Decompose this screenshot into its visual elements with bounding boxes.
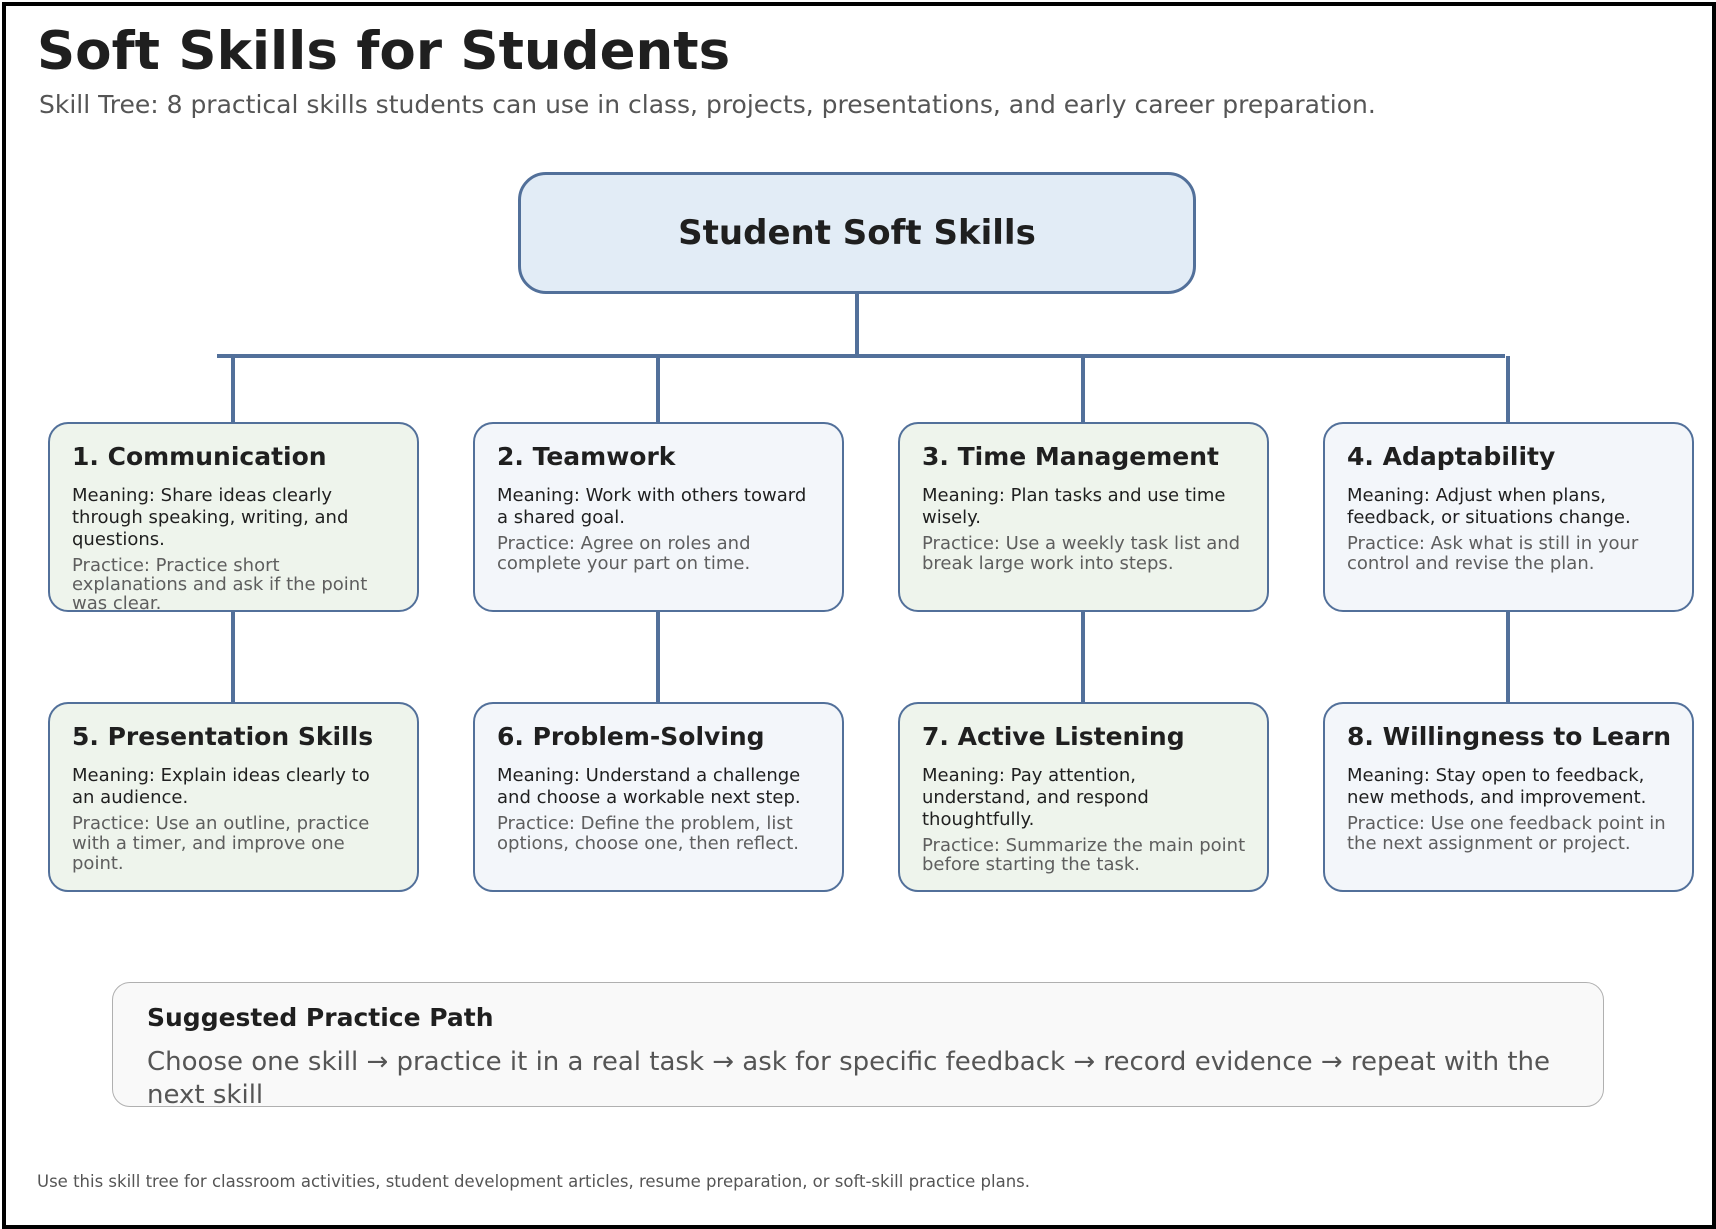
- skill-practice: Practice: Practice short explanations and ask if the point was clear.: [72, 555, 368, 614]
- root-label: Student Soft Skills: [678, 213, 1036, 253]
- page-title: Soft Skills for Students: [37, 21, 731, 82]
- skill-node-problem-solving: [473, 702, 844, 892]
- skill-meaning: Meaning: Work with others toward a shared goal.: [497, 485, 807, 528]
- skill-title: 4. Adaptability: [1347, 442, 1556, 471]
- skill-title: 7. Active Listening: [922, 722, 1185, 751]
- skill-meaning: Meaning: Understand a challenge and choose a workable next step.: [497, 765, 801, 808]
- skill-meaning: Meaning: Adjust when plans, feedback, or situations change.: [1347, 485, 1631, 528]
- root-node: [518, 172, 1196, 294]
- skill-title: 1. Communication: [72, 442, 327, 471]
- skill-title: 2. Teamwork: [497, 442, 676, 471]
- skill-title: 3. Time Management: [922, 442, 1219, 471]
- practice-path-title: Suggested Practice Path: [147, 1003, 494, 1032]
- skill-node-teamwork: [473, 422, 844, 612]
- skill-meaning: Meaning: Pay attention, understand, and respond thoughtfully.: [922, 765, 1149, 830]
- practice-path-box: [112, 982, 1604, 1110]
- skill-meaning: Meaning: Explain ideas clearly to an audience.: [72, 765, 370, 808]
- skill-node-presentation-skills: [48, 702, 419, 892]
- skill-meaning: Meaning: Plan tasks and use time wisely.: [922, 485, 1226, 528]
- footnote: Use this skill tree for classroom activities, student development articles, resume preparation, or soft-skill practice plans.: [37, 1172, 1031, 1191]
- skill-practice: Practice: Define the problem, list options, choose one, then reflect.: [497, 813, 800, 854]
- skill-node-willingness-to-learn: [1323, 702, 1694, 892]
- skill-practice: Practice: Ask what is still in your control and revise the plan.: [1347, 533, 1639, 574]
- skill-practice: Practice: Use an outline, practice with a timer, and improve one point.: [72, 813, 370, 874]
- skill-title: 8. Willingness to Learn: [1347, 722, 1672, 751]
- skill-node-active-listening: [898, 702, 1269, 892]
- practice-path-text: Choose one skill → practice it in a real task → ask for specific feedback → record evidence → repeat with the next skill: [147, 1047, 1550, 1110]
- skill-practice: Practice: Summarize the main point before starting the task.: [922, 835, 1246, 875]
- skill-node-communication: [48, 422, 419, 612]
- skill-title: 5. Presentation Skills: [72, 722, 374, 751]
- skill-title: 6. Problem-Solving: [497, 722, 765, 751]
- skill-node-adaptability: [1323, 422, 1694, 612]
- skill-practice: Practice: Agree on roles and complete your part on time.: [497, 533, 751, 574]
- skill-meaning: Meaning: Share ideas clearly through speaking, writing, and questions.: [72, 485, 349, 550]
- skill-practice: Practice: Use one feedback point in the next assignment or project.: [1347, 813, 1666, 854]
- skill-node-time-management: [898, 422, 1269, 612]
- skill-meaning: Meaning: Stay open to feedback, new methods, and improvement.: [1347, 765, 1647, 808]
- skill-practice: Practice: Use a weekly task list and break large work into steps.: [922, 533, 1241, 574]
- page-subtitle: Skill Tree: 8 practical skills students can use in class, projects, presentations, and early career preparation.: [39, 90, 1376, 119]
